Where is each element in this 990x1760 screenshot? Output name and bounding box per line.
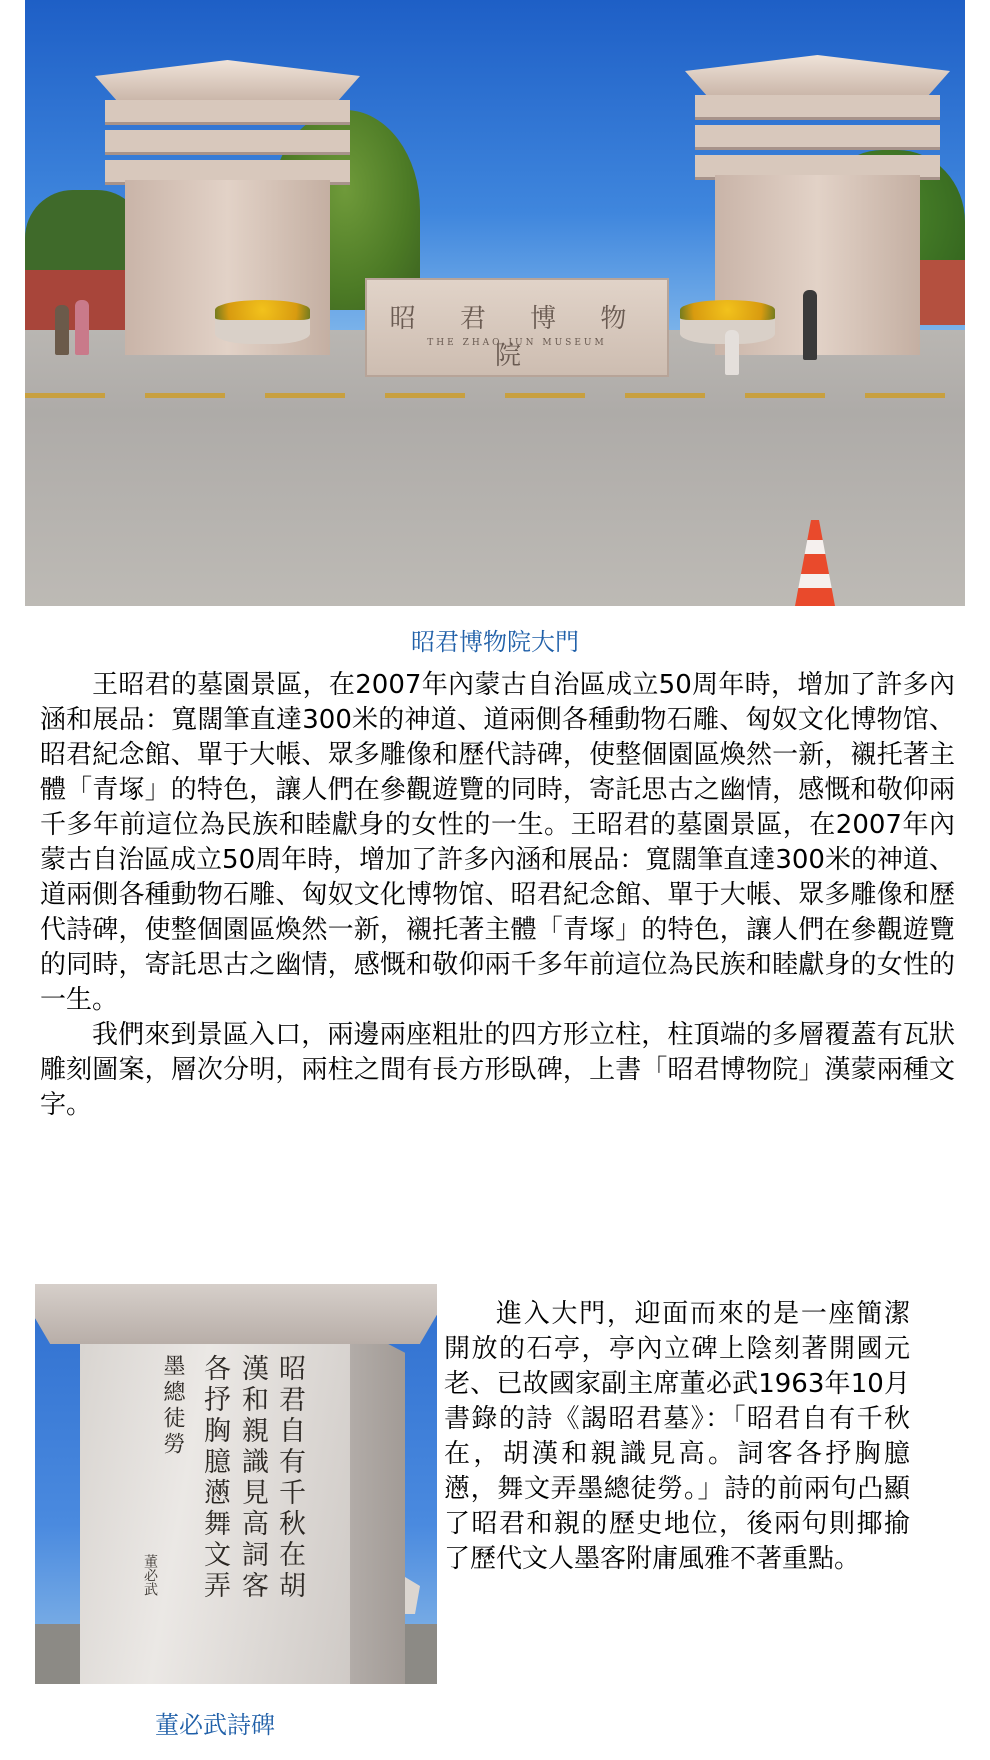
calligraphy-line: 各抒胸臆懣舞文弄	[199, 1354, 230, 1602]
stele-chinese-text: 昭 君 博 物 院	[389, 304, 645, 371]
paragraph: 進入大門，迎面而來的是一座簡潔開放的石亭，亭內立碑上陰刻著開國元老、已故國家副主席董必武1963年10月書錄的詩《謁昭君墓》：「昭君自有千秋在，胡漢和親識見高。詞客各抒胸臆懣，舞文弄墨總徒勞。」詩的前兩句凸顯了昭君和親的歷史地位，後兩句則揶揄了歷代文人墨客附庸風雅不著重點。	[444, 1299, 910, 1574]
photo-caption-gate: 昭君博物院大門	[411, 628, 579, 656]
side-paragraph	[444, 1297, 910, 1577]
road-marking	[25, 393, 965, 398]
museum-gate-photo	[25, 0, 965, 606]
calligraphy-line: 昭君自有千秋在胡	[274, 1354, 305, 1602]
pavilion-roof	[35, 1284, 437, 1344]
article-body	[40, 668, 955, 1123]
calligraphy-line: 漢和親識見高詞客	[237, 1354, 268, 1602]
paragraph: 我們來到景區入口，兩邊兩座粗壯的四方形立柱，柱頂端的多層覆蓋有瓦狀雕刻圖案，層次分明，兩柱之間有長方形臥碑，上書「昭君博物院」漢蒙兩種文字。	[40, 1020, 955, 1120]
museum-name-stele	[365, 278, 669, 377]
poem-stele-photo	[35, 1284, 437, 1684]
calligraphy-signature: 董必武	[142, 1554, 158, 1596]
photo-caption-stele: 董必武詩碑	[155, 1711, 275, 1739]
paragraph: 王昭君的墓園景區，在2007年內蒙古自治區成立50周年時，增加了許多內涵和展品：寬闊筆直達300米的神道、道兩側各種動物石雕、匈奴文化博物馆、昭君紀念館、單于大帳、眾多雕像和歷代詩碑，使整個園區煥然一新，襯托著主體「青塚」的特色，讓人們在參觀遊覽的同時，寄託思古之幽情，感慨和敬仰兩千多年前這位為民族和睦獻身的女性的一生。王昭君的墓園景區，在2007年內蒙古自治區成立50周年時，增加了許多內涵和展品：寬闊筆直達300米的神道、道兩側各種動物石雕、匈奴文化博物馆、昭君紀念館、單于大帳、眾多雕像和歷代詩碑，使整個園區煥然一新，襯托著主體「青塚」的特色，讓人們在參觀遊覽的同時，寄託思古之幽情，感慨和敬仰兩千多年前這位為民族和睦獻身的女性的一生。	[40, 670, 955, 1015]
visitor	[725, 330, 739, 375]
calligraphy-line: 墨總徒勞	[160, 1354, 185, 1458]
visitor	[803, 290, 817, 360]
stele-english-text: THE ZHAO JUN MUSEUM	[427, 338, 607, 348]
visitor	[55, 305, 69, 355]
visitor	[75, 300, 89, 355]
flower-planter	[215, 318, 310, 344]
